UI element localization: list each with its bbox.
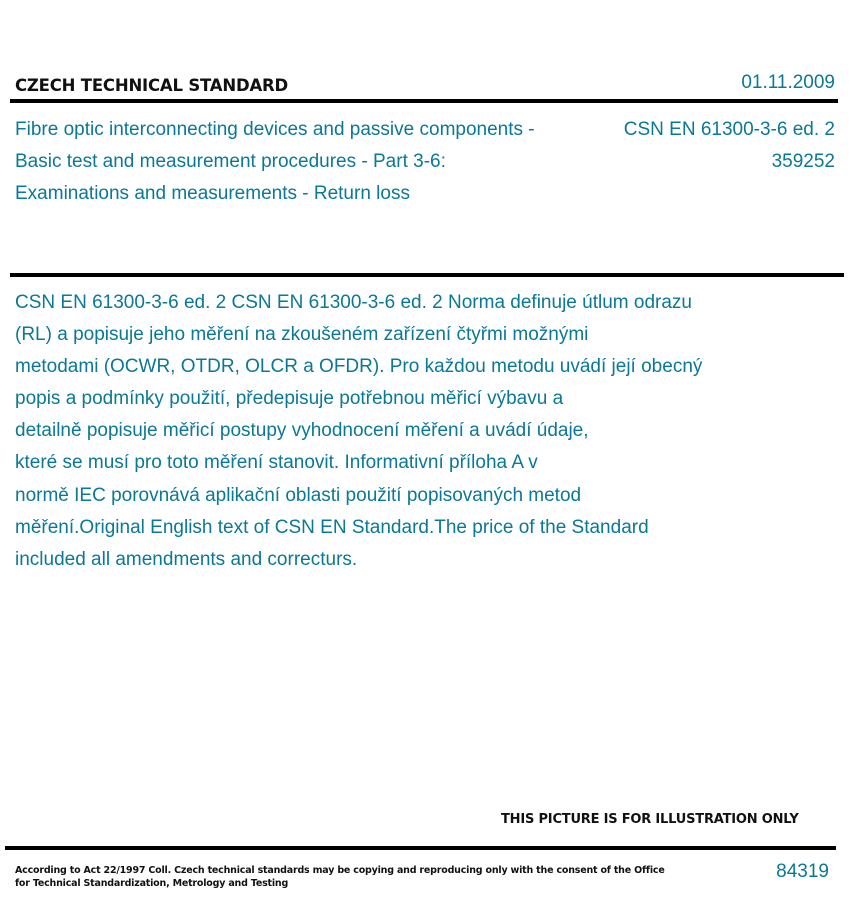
- legal-line: According to Act 22/1997 Coll. Czech technical standards may be copying and reproducing only with the consent of the Office: [15, 865, 665, 876]
- class-code: 359252: [771, 151, 835, 172]
- header-divider: [10, 99, 838, 103]
- legal-notice: [15, 864, 665, 890]
- description-line: které se musí pro toto měření stanovit. Informativní příloha A v: [15, 452, 538, 474]
- illustration-note: THIS PICTURE IS FOR ILLUSTRATION ONLY: [501, 812, 799, 827]
- description-line: included all amendments and correcturs.: [15, 548, 358, 570]
- document-description: [15, 287, 825, 576]
- title-divider: [10, 273, 844, 277]
- description-line: normě IEC porovnává aplikační oblasti použití popisovaných metod: [15, 484, 582, 506]
- legal-line: for Technical Standardization, Metrology and Testing: [15, 878, 289, 889]
- footer-divider: [5, 846, 836, 850]
- document-title: Fibre optic interconnecting devices and passive components - Basic test and measurement procedures - Part 3-6: Examinations and measurements - Return loss: [15, 119, 535, 204]
- description-line: popis a podmínky použití, předepisuje potřebnou měřicí výbavu a: [15, 388, 564, 410]
- catalog-number: 84319: [776, 861, 829, 882]
- description-line: metodami (OCWR, OTDR, OLCR a OFDR). Pro každou metodu uvádí její obecný: [15, 356, 703, 378]
- publication-date: 01.11.2009: [741, 72, 835, 93]
- description-line: měření.Original English text of CSN EN Standard.The price of the Standard: [15, 516, 649, 538]
- description-line: CSN EN 61300-3-6 ed. 2 CSN EN 61300-3-6 ed. 2 Norma definuje útlum odrazu: [15, 292, 692, 313]
- document-codes: [624, 114, 835, 178]
- standard-code: CSN EN 61300-3-6 ed. 2: [623, 119, 835, 140]
- description-line: (RL) a popisuje jeho měření na zkoušeném zařízení čtyřmi možnými: [15, 324, 589, 346]
- description-line: detailně popisuje měřicí postupy vyhodnocení měření a uvádí údaje,: [15, 420, 589, 442]
- page-title: CZECH TECHNICAL STANDARD: [15, 76, 289, 95]
